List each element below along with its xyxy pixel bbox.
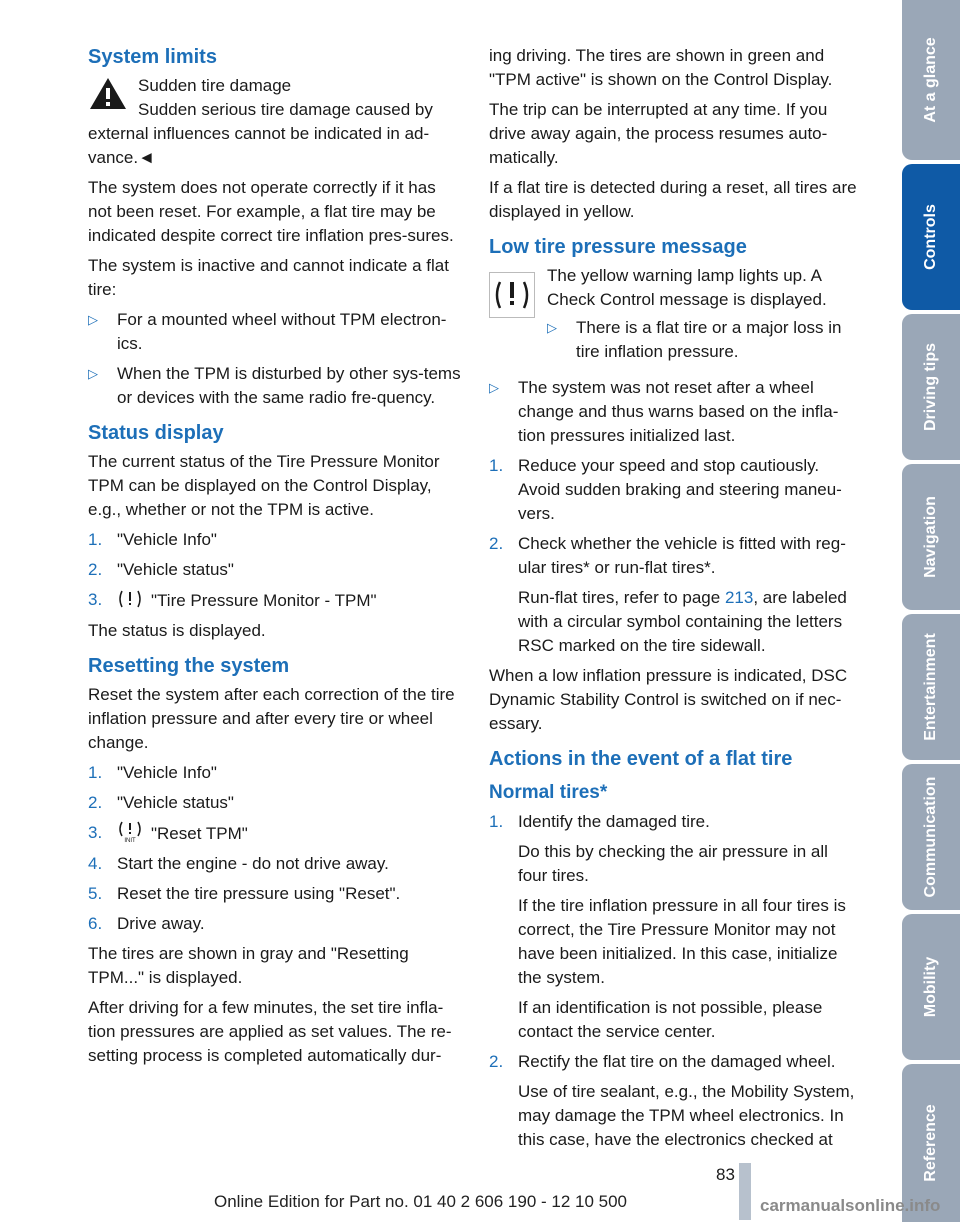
tire-pressure-icon — [117, 588, 143, 610]
left-column — [88, 44, 462, 1074]
warning-note — [88, 74, 462, 170]
paragraph: After driving for a few minutes, the set tire infla-tion pressures are applied as set values. The re-setting process is completed automatically dur- — [88, 998, 452, 1065]
lamp-text: The yellow warning lamp lights up. A Check Control message is displayed. — [547, 266, 827, 309]
list-item: ▷ For a mounted wheel without TPM electron-ics. — [88, 310, 447, 353]
tab-at-a-glance[interactable]: At a glance — [902, 0, 960, 160]
heading-status-display: Status display — [88, 422, 224, 444]
warning-lamp-note — [489, 264, 861, 370]
paragraph: Reset the system after each correction of the tire inflation pressure and after every tire or wheel change. — [88, 685, 455, 752]
paragraph: The tires are shown in gray and "Resetting TPM..." is displayed. — [88, 944, 409, 987]
subheading-normal-tires: Normal tires* — [489, 782, 608, 803]
tire-pressure-warning-lamp-icon — [489, 272, 535, 318]
tab-entertainment[interactable]: Entertainment — [902, 614, 960, 760]
page-marker-bar — [739, 1163, 751, 1220]
paragraph: The system does not operate correctly if it has not been reset. For example, a flat tire may be indicated despite correct tire inflation pres-sures. — [88, 178, 454, 245]
warning-line: Sudden serious tire damage caused by — [138, 100, 433, 119]
list-item: 3. "Tire Pressure Monitor - TPM" — [88, 590, 377, 610]
page-number: 83 — [716, 1165, 735, 1184]
paragraph: If an identification is not possible, please contact the service center. — [518, 998, 823, 1041]
paragraph: If the tire inflation pressure in all four tires is correct, the Tire Pressure Monitor may not have been initialized. In this case, initialize the system. — [518, 896, 846, 987]
list-item: ▷ When the TPM is disturbed by other sys-tems or devices with the same radio fre-quency. — [88, 364, 461, 407]
numbered-list — [489, 810, 861, 834]
paragraph: If a flat tire is detected during a reset, all tires are displayed in yellow. — [489, 178, 857, 221]
heading-low-pressure: Low tire pressure message — [489, 236, 747, 258]
paragraph: When a low inflation pressure is indicated, DSC Dynamic Stability Control is switched on if nec-essary. — [489, 666, 848, 733]
warning-continued: external influences cannot be indicated in ad-vance.◄ — [88, 124, 430, 167]
chapter-sidebar — [900, 0, 960, 1222]
bullet-list — [88, 308, 462, 410]
tab-driving-tips[interactable]: Driving tips — [902, 314, 960, 460]
list-item: ▷ There is a flat tire or a major loss in tire inflation pressure. — [547, 318, 842, 361]
bullet-marker-icon: ▷ — [489, 380, 499, 395]
warning-triangle-icon — [88, 76, 128, 112]
page-link[interactable]: 213 — [724, 588, 754, 607]
paragraph: The status is displayed. — [88, 621, 266, 640]
list-item: 2. Rectify the flat tire on the damaged wheel. — [489, 1052, 836, 1071]
heading-resetting: Resetting the system — [88, 655, 290, 677]
footer: Online Edition for Part no. 01 40 2 606 190 - 12 10 500 — [214, 1192, 628, 1211]
numbered-list — [88, 761, 462, 936]
list-item: 5. Reset the tire pressure using "Reset". — [88, 884, 401, 903]
bullet-list — [489, 376, 861, 580]
tab-mobility[interactable]: Mobility — [902, 914, 960, 1060]
bullet-marker-icon: ▷ — [88, 366, 98, 381]
list-item: 1. "Vehicle Info" — [88, 763, 217, 782]
list-item: 1. "Vehicle Info" — [88, 530, 217, 549]
tab-controls[interactable]: Controls — [902, 164, 960, 310]
paragraph: The trip can be interrupted at any time. If you drive away again, the process resumes auto-matically. — [489, 100, 828, 167]
numbered-list — [88, 528, 462, 613]
watermark: carmanualsonline.info — [760, 1196, 941, 1215]
list-item: ▷ The system was not reset after a wheel change and thus warns based on the infla-tion pressures initialized last. — [489, 378, 839, 445]
heading-system-limits: System limits — [88, 46, 217, 68]
tab-navigation[interactable]: Navigation — [902, 464, 960, 610]
list-item: 2. Check whether the vehicle is fitted with reg-ular tires* or run-flat tires*. — [489, 534, 846, 577]
bullet-list — [547, 316, 861, 364]
paragraph: The current status of the Tire Pressure Monitor TPM can be displayed on the Control Display, e.g., whether or not the TPM is active. — [88, 452, 440, 519]
numbered-list — [489, 1050, 861, 1074]
heading-flat-tire: Actions in the event of a flat tire — [489, 748, 793, 770]
list-item: 6. Drive away. — [88, 914, 205, 933]
paragraph: The system is inactive and cannot indicate a flat tire: — [88, 256, 449, 299]
bullet-marker-icon: ▷ — [88, 312, 98, 327]
warning-title: Sudden tire damage — [138, 76, 292, 95]
paragraph: ing driving. The tires are shown in green and "TPM active" is shown on the Control Display. — [489, 46, 833, 89]
runflat-paragraph: Run-flat tires, refer to page 213, are labeled with a circular symbol containing the letters RSC marked on the tire sidewall. — [518, 588, 847, 655]
tab-communication[interactable]: Communication — [902, 764, 960, 910]
svg-text:INIT: INIT — [124, 838, 136, 843]
list-item: 1. Identify the damaged tire. — [489, 812, 710, 831]
bullet-marker-icon: ▷ — [547, 320, 557, 335]
list-item: 2. "Vehicle status" — [88, 793, 234, 812]
paragraph: Do this by checking the air pressure in all four tires. — [518, 842, 828, 885]
paragraph: Use of tire sealant, e.g., the Mobility System, may damage the TPM wheel electronics. In this case, have the electronics checked at — [518, 1082, 855, 1149]
right-column — [489, 44, 861, 1158]
list-item: 1. Reduce your speed and stop cautiously. Avoid sudden braking and steering maneu-vers. — [489, 456, 842, 523]
list-item: 3. INIT "Reset TPM" — [88, 823, 248, 843]
list-item: 2. "Vehicle status" — [88, 560, 234, 579]
tab-reference[interactable]: Reference — [902, 1064, 960, 1222]
list-item: 4. Start the engine - do not drive away. — [88, 854, 389, 873]
tpm-init-icon — [117, 821, 143, 843]
